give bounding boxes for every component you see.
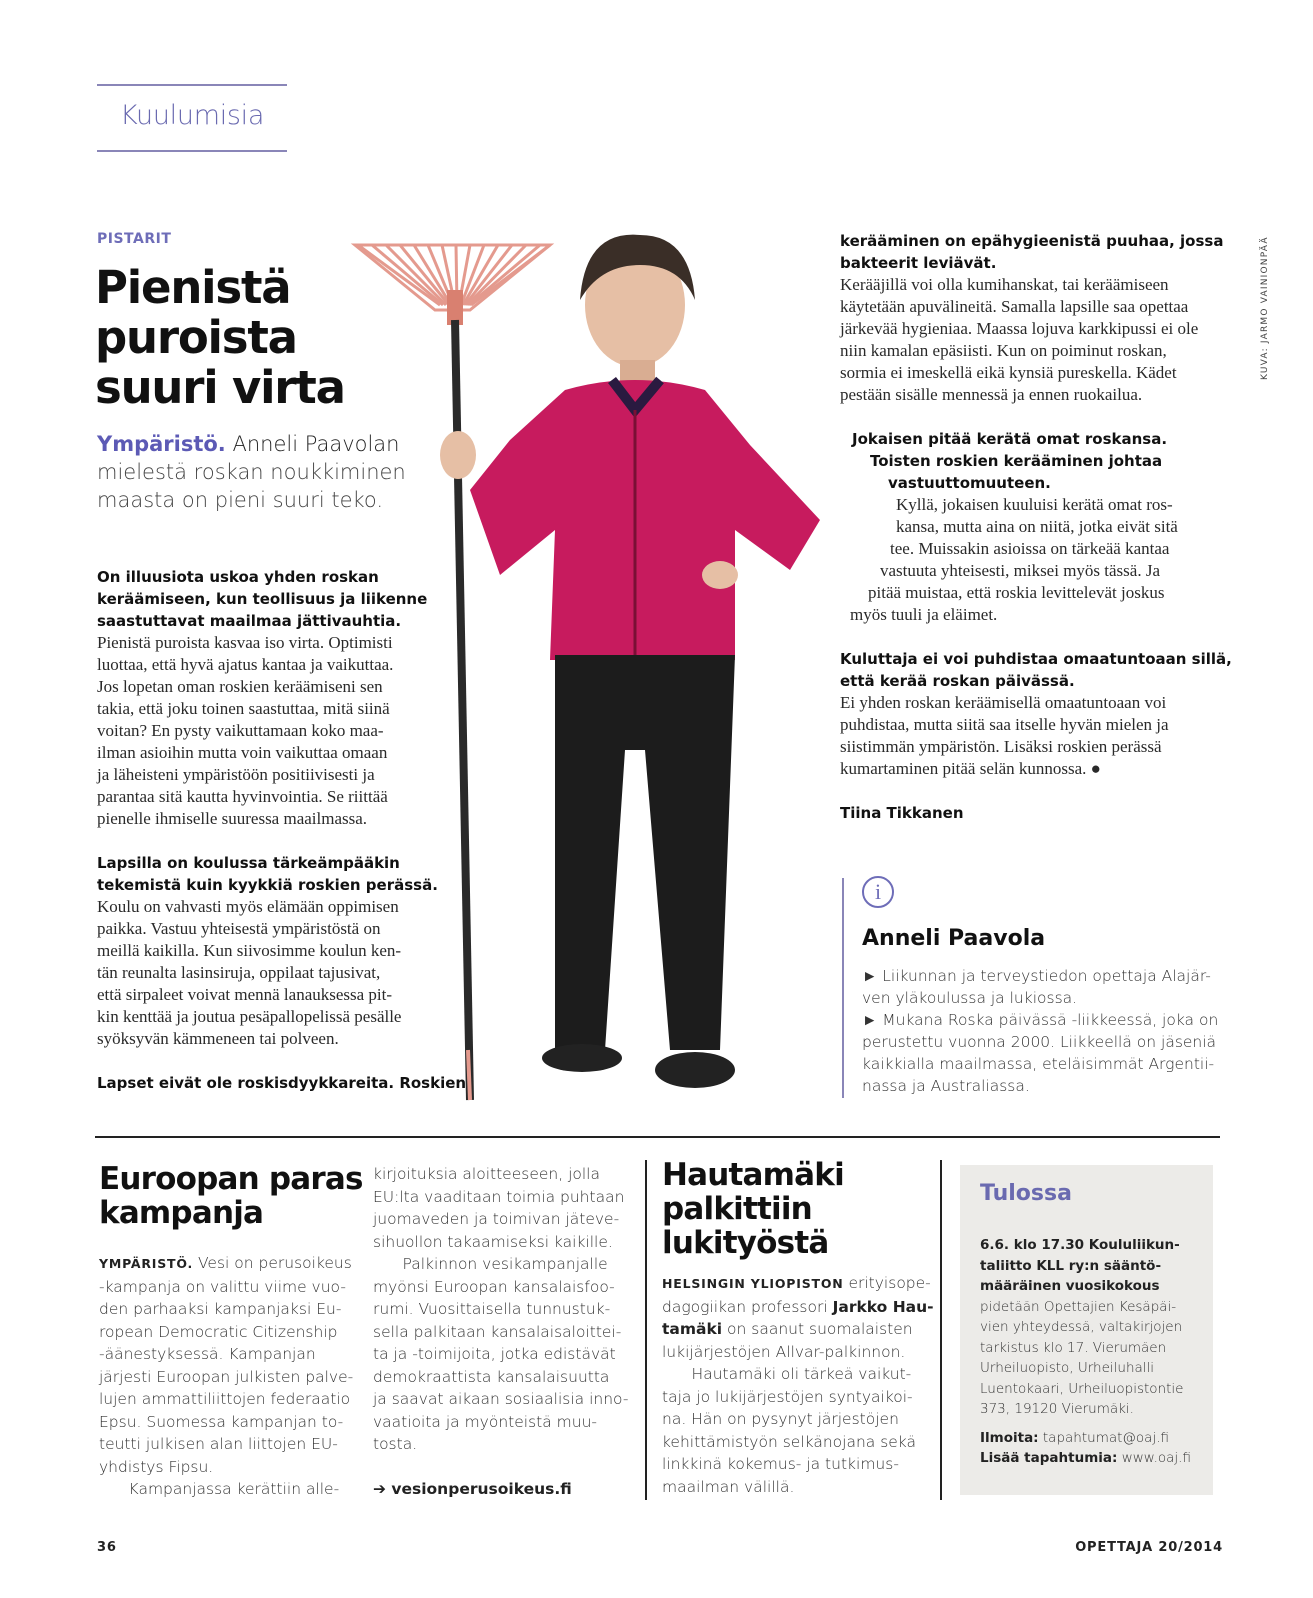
article2-link[interactable]: ➔ vesionperusoikeus.fi: [373, 1479, 572, 1498]
article2-kicker: YMPÄRISTÖ.: [99, 1256, 194, 1271]
question-1: On illuusiota uskoa yhden roskan keräämiseen, kun teollisuus ja liikenne saastuttavat maailmaa jättivauhtia.: [97, 568, 428, 630]
answer-2: Koulu on vahvasti myös elämään oppimisen paikka. Vastuu yhteisestä ympäristöstä on meillä kaikilla. Kun siivosimme koulun ken- tän reunalta lasinsiruja, oppilaat tajusivat, että sirpaleet voivat mennä lanauksessa pit- kin kenttää ja joutua pesäpallopelissä pesälle syöksyvän kämmeneen tai polveen.: [97, 897, 402, 1048]
article3-kicker: HELSINGIN YLIOPISTON: [662, 1276, 844, 1291]
question-5: Kuluttaja ei voi puhdistaa omaatuntoaan sillä, että kerää roskan päivässä.: [840, 650, 1232, 690]
question-3-continued: kerääminen on epähygieenistä puuhaa, jossa bakteerit leviävät.: [840, 232, 1224, 272]
column-divider-1: [645, 1160, 647, 1500]
info-box-bar: [842, 878, 844, 1098]
lead-line: mielestä roskan noukkiminen: [97, 460, 406, 484]
answer-5: Ei yhden roskan keräämisellä omaatuntoaan voi puhdistaa, mutta siitä saa itselle hyvän mielen ja siistimmän ympäristön. Lisäksi roskien perässä kumartaminen pitää selän kunnossa. ●: [840, 693, 1169, 778]
question-3: Lapset eivät ole roskisdyykkareita. Roskien: [97, 1074, 467, 1092]
header-rule-top: [97, 84, 287, 86]
article2-headline: Euroopan paras kampanja: [99, 1161, 363, 1231]
section-divider: [95, 1136, 1220, 1138]
answer-1: Pienistä puroista kasvaa iso virta. Optimisti luottaa, että hyvä ajatus kantaa ja vaikuttaa. Jos lopetan oman roskien keräämiseni sen takia, että joku toinen saastuttaa, mitä siinä voitan? En pysty vaikuttamaan koko maa- ilman asioihin mutta voin vaikuttaa omaan ja läheisteni ympäristöön positiivisesti ja parantaa sitä kautta hyvinvointia. Se riittää pienelle ihmiselle suuressa maailmassa.: [97, 633, 394, 828]
question-4: Jokaisen pitää kerätä omat roskansa. Toisten roskien kerääminen johtaa vastuuttomuuteen.: [852, 430, 1168, 492]
article2-column-2: kirjoituksia aloitteeseen, jolla EU:lta vaaditaan toimia puhtaan juomaveden ja toimivan jäteve- sihuollon takaamiseksi kaikille. Palkinnon vesikampanjalle myönsi Euroopan kansalaisfoo- rumi. Vuosittaisella tunnustuk- sella palkitaan kansalaisaloittei- ta ja -toimijoita, jotka edistävät demokraattista kansalaisuutta ja saavat aikaan sosiaalisia inno- vaatioita ja myönteistä muu- tosta. ➔ vesionperusoikeus.fi: [373, 1163, 633, 1500]
photo-credit: KUVA: JARMO VAINIONPÄÄ: [1260, 236, 1270, 380]
answer-3: Kerääjillä voi olla kumihanskat, tai keräämiseen käytetään apuvälineitä. Samalla lapsille saa opettaa järkevää hygieniaa. Maassa lojuva karkkipussi ei ole niin kamalan epäsiisti. Kun on poiminut roskan, sormia ei imeskellä eikä kynsiä pureskella. Kädet pestään sisälle mennessä ja ennen ruokailua.: [840, 275, 1199, 404]
lead-line: maasta on pieni suuri teko.: [97, 488, 384, 512]
article3-headline: Hautamäki palkittiin lukityöstä: [662, 1157, 844, 1261]
lead-topic: Ympäristö.: [97, 432, 226, 456]
answer-4: Kyllä, jokaisen kuuluisi kerätä omat ros- kansa, mutta aina on niitä, jotka eivät sitä tee. Muissakin asioissa on tärkeää kantaa vastuuta yhteisesti, miksei myös tässä. Ja pitää muistaa, että roskia levittelevät joskus myös tuuli ja eläimet.: [850, 495, 1178, 624]
rake-icon: [355, 245, 550, 1100]
events-box: [960, 1165, 1213, 1495]
article3-body: HELSINGIN YLIOPISTON erityisope- dagogiikan professori Jarkko Hau- tamäki on saanut suomalaisten lukijärjestöjen Allvar-palkinnon. Hautamäki oli tärkeä vaikut- taja jo lukijärjestöjen syntyaikoi- na. Hän on pysynyt järjestöjen kehittämistyön selkänojana sekä linkkinä kokemus- ja tutkimus- maailman välillä.: [662, 1274, 934, 1496]
info-box-text: ► Liikunnan ja terveystiedon opettaja Alajär- ven yläkoulussa ja lukiossa. ► Mukana Roska päivässä -liikkeessä, joka on perustettu vuonna 2000. Liikkeellä on jäseniä kaikkialla maailmassa, eteläisimmät Argentii- nassa ja Australiassa.: [862, 967, 1219, 1095]
info-box-title: Anneli Paavola: [862, 926, 1046, 951]
article-kicker: PISTARIT: [97, 231, 172, 247]
publication-name: OPETTAJA 20/2014: [1075, 1540, 1223, 1555]
info-box: [862, 926, 1222, 1097]
lead-line: Anneli Paavolan: [232, 432, 400, 456]
column-divider-2: [940, 1160, 942, 1500]
page-number: 36: [97, 1540, 117, 1555]
header-rule-bottom: [97, 150, 287, 152]
article2-column-1: YMPÄRISTÖ. Vesi on perusoikeus -kampanja on valittu viime vuo- den parhaaksi kampanjaksi Eu- ropean Democratic Citizenship -äänestyksessä. Kampanjan järjesti Euroopan julkisten palve- lujen ammattiliittojen federaatio Epsu. Suomessa kampanjan to- teutti julkisen alan liittojen EU- yhdistys Fipsu. Kampanjassa kerättiin alle-: [99, 1254, 354, 1498]
lisaa-link[interactable]: www.oaj.fi: [1121, 1450, 1191, 1466]
ilmoita-email[interactable]: tapahtumat@oaj.fi: [1042, 1429, 1169, 1446]
article-column-2: [840, 230, 1230, 824]
photo-woman-with-rake: [350, 230, 830, 1130]
question-2: Lapsilla on koulussa tärkeämpääkin tekemistä kuin kyykkiä roskien perässä.: [97, 854, 438, 894]
events-box-title: Tulossa: [980, 1181, 1072, 1206]
section-label: Kuulumisia: [120, 100, 265, 131]
info-icon: i: [862, 876, 894, 908]
events-box-text: 6.6. klo 17.30 Koululiikun- taliitto KLL ry:n sääntö- määräinen vuosikokous pidetään Opettajien Kesäpäi- vien yhteydessä, valtakirjojen tarkistus klo 17. Vierumäen Urheiluopisto, Urheiluhalli Luentokaari, Urheiluopistontie 373, 19120 Vierumäki. Ilmoita: tapahtumat@oaj.fi Lisää tapahtumia: www.oaj.fi: [980, 1237, 1191, 1466]
article-headline: Pienistä puroista suuri virta: [95, 261, 345, 414]
article-author: Tiina Tikkanen: [840, 804, 964, 822]
